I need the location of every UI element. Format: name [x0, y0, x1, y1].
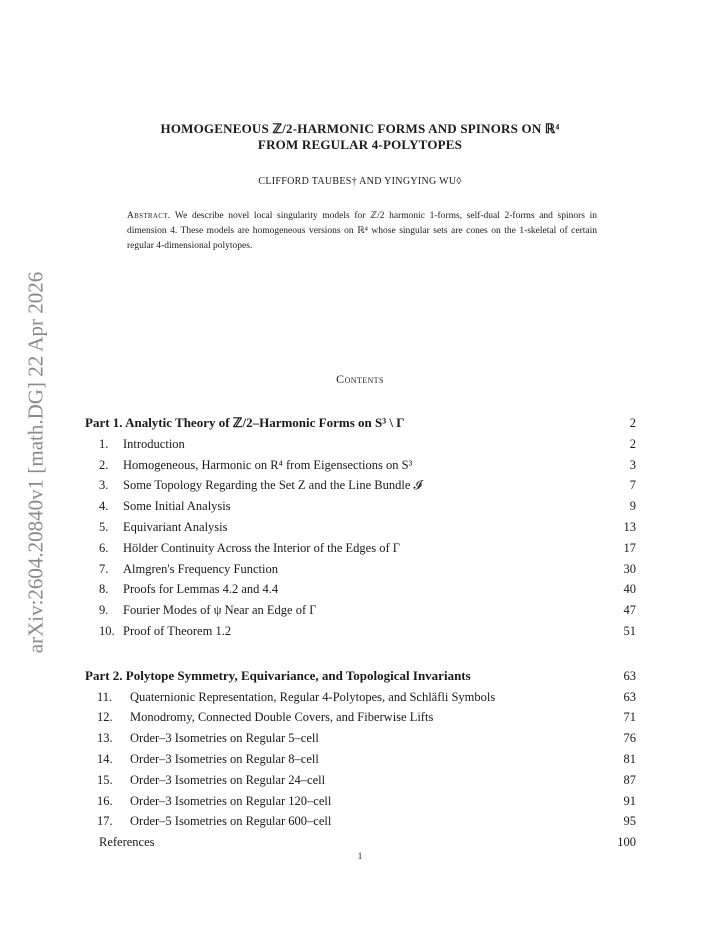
- toc-section-number: 2.: [99, 457, 109, 472]
- toc-section-entry[interactable]: [85, 707, 636, 728]
- toc-section-entry[interactable]: [85, 811, 636, 832]
- paper-title-line-1: HOMOGENEOUS ℤ/2-HARMONIC FORMS AND SPINORS ON ℝ⁴: [160, 121, 560, 136]
- toc-page-number: 13: [623, 519, 636, 534]
- abstract-label: Abstract.: [127, 211, 171, 221]
- toc-section-number: 12.: [97, 710, 113, 725]
- toc-section-entry[interactable]: [85, 770, 636, 791]
- toc-section-entry[interactable]: [85, 559, 636, 580]
- toc-page-number: 30: [623, 561, 636, 576]
- toc-section-number: 3.: [99, 478, 109, 493]
- toc-section-entry[interactable]: [85, 749, 636, 770]
- toc-section-entry[interactable]: [85, 517, 636, 538]
- paper-title-line-2: FROM REGULAR 4-POLYTOPES: [257, 137, 463, 152]
- toc-section-entry[interactable]: [85, 579, 636, 600]
- paper-title: [0, 121, 720, 153]
- toc-page-number: 100: [617, 835, 636, 850]
- toc-page-number: 63: [623, 689, 636, 704]
- toc-section-number: 17.: [97, 814, 113, 829]
- toc-page-number: 95: [623, 814, 636, 829]
- toc-page-number: 7: [629, 478, 636, 493]
- toc-section-title: Order–5 Isometries on Regular 600–cell: [130, 814, 332, 829]
- toc-page-number: 81: [623, 751, 636, 766]
- toc-section-title: Hölder Continuity Across the Interior of the Edges of Γ: [123, 540, 400, 555]
- page-number: 1: [357, 851, 363, 861]
- toc-section-entry[interactable]: [85, 538, 636, 559]
- toc-section-number: 4.: [99, 499, 109, 514]
- toc-section-entry[interactable]: [85, 475, 636, 496]
- toc-page-number: 2: [629, 416, 636, 430]
- toc-page-number: 91: [623, 793, 636, 808]
- contents-heading: Contents: [336, 372, 384, 386]
- toc-section-number: 13.: [97, 731, 113, 746]
- toc-page-number: 17: [623, 540, 636, 555]
- toc-section-title: Proofs for Lemmas 4.2 and 4.4: [123, 582, 279, 597]
- toc-section-entry[interactable]: [85, 600, 636, 621]
- abstract: [127, 209, 597, 254]
- table-of-contents: [85, 413, 636, 853]
- toc-page-number: 71: [623, 710, 636, 725]
- toc-section-title: Almgren's Frequency Function: [123, 561, 279, 576]
- toc-section-title: Fourier Modes of ψ Near an Edge of Γ: [123, 603, 317, 618]
- toc-part-1[interactable]: [85, 413, 636, 434]
- toc-section-number: 9.: [99, 603, 109, 618]
- toc-section-entry[interactable]: [85, 728, 636, 749]
- toc-section-title: Proof of Theorem 1.2: [123, 623, 232, 638]
- toc-section-entry[interactable]: [85, 621, 636, 642]
- toc-part-2[interactable]: [85, 666, 636, 687]
- toc-section-number: 1.: [99, 436, 109, 451]
- toc-section-title: Order–3 Isometries on Regular 24–cell: [130, 772, 326, 787]
- toc-section-number: 11.: [97, 689, 113, 704]
- toc-section-title: Introduction: [123, 436, 185, 451]
- toc-section-title: Order–3 Isometries on Regular 120–cell: [130, 793, 332, 808]
- toc-section-number: 10.: [99, 623, 115, 638]
- toc-section-entry[interactable]: [85, 496, 636, 517]
- toc-section-title: Monodromy, Connected Double Covers, and Fiberwise Lifts: [130, 710, 434, 725]
- toc-part-1-sections: [85, 434, 636, 642]
- toc-page-number: 2: [629, 436, 636, 451]
- toc-section-title: Equivariant Analysis: [123, 519, 228, 534]
- toc-spacer: [85, 642, 636, 666]
- toc-page-number: 87: [623, 772, 636, 787]
- author-list: CLIFFORD TAUBES† AND YINGYING WU◊: [258, 176, 462, 187]
- toc-section-number: 5.: [99, 519, 109, 534]
- toc-part-title: Part 2. Polytope Symmetry, Equivariance, and Topological Invariants: [85, 667, 471, 683]
- toc-section-title: Some Topology Regarding the Set Z and the Line Bundle 𝓘: [123, 478, 422, 493]
- toc-page-number: 3: [629, 457, 636, 472]
- toc-references-title: References: [99, 835, 155, 850]
- toc-page-number: 63: [623, 668, 636, 683]
- toc-section-title: Order–3 Isometries on Regular 8–cell: [130, 751, 319, 766]
- toc-section-title: Some Initial Analysis: [123, 499, 231, 514]
- toc-section-number: 14.: [97, 751, 113, 766]
- toc-section-entry[interactable]: [85, 791, 636, 812]
- toc-section-number: 16.: [97, 793, 113, 808]
- toc-part-title: Part 1. Analytic Theory of ℤ/2–Harmonic Forms on S³ \ Γ: [85, 415, 405, 430]
- toc-section-entry[interactable]: [85, 687, 636, 708]
- toc-section-entry[interactable]: [85, 455, 636, 476]
- toc-page-number: 9: [629, 499, 636, 514]
- toc-page-number: 51: [623, 623, 636, 638]
- toc-page-number: 47: [623, 603, 636, 618]
- toc-section-title: Order–3 Isometries on Regular 5–cell: [130, 731, 319, 746]
- toc-section-number: 6.: [99, 540, 109, 555]
- toc-section-number: 8.: [99, 582, 109, 597]
- toc-part-2-sections: [85, 687, 636, 833]
- toc-page-number: 76: [623, 731, 636, 746]
- toc-references[interactable]: [85, 832, 636, 853]
- toc-section-title: Quaternionic Representation, Regular 4-Polytopes, and Schläfli Symbols: [130, 689, 496, 704]
- abstract-text: We describe novel local singularity models for ℤ/2 harmonic 1-forms, self-dual 2-forms and spinors in dimension 4. These models are homogeneous versions on ℝ⁴ whose singular sets are cones on the 1-skeletal of certain regular 4-dimensional polytopes.: [127, 211, 597, 251]
- arxiv-identifier-stamp: arXiv:2604.20840v1 [math.DG] 22 Apr 2026: [23, 271, 48, 654]
- toc-section-number: 15.: [97, 772, 113, 787]
- toc-section-number: 7.: [99, 561, 109, 576]
- toc-section-title: Homogeneous, Harmonic on R⁴ from Eigensections on S³: [123, 457, 413, 472]
- toc-section-entry[interactable]: [85, 434, 636, 455]
- toc-page-number: 40: [623, 582, 636, 597]
